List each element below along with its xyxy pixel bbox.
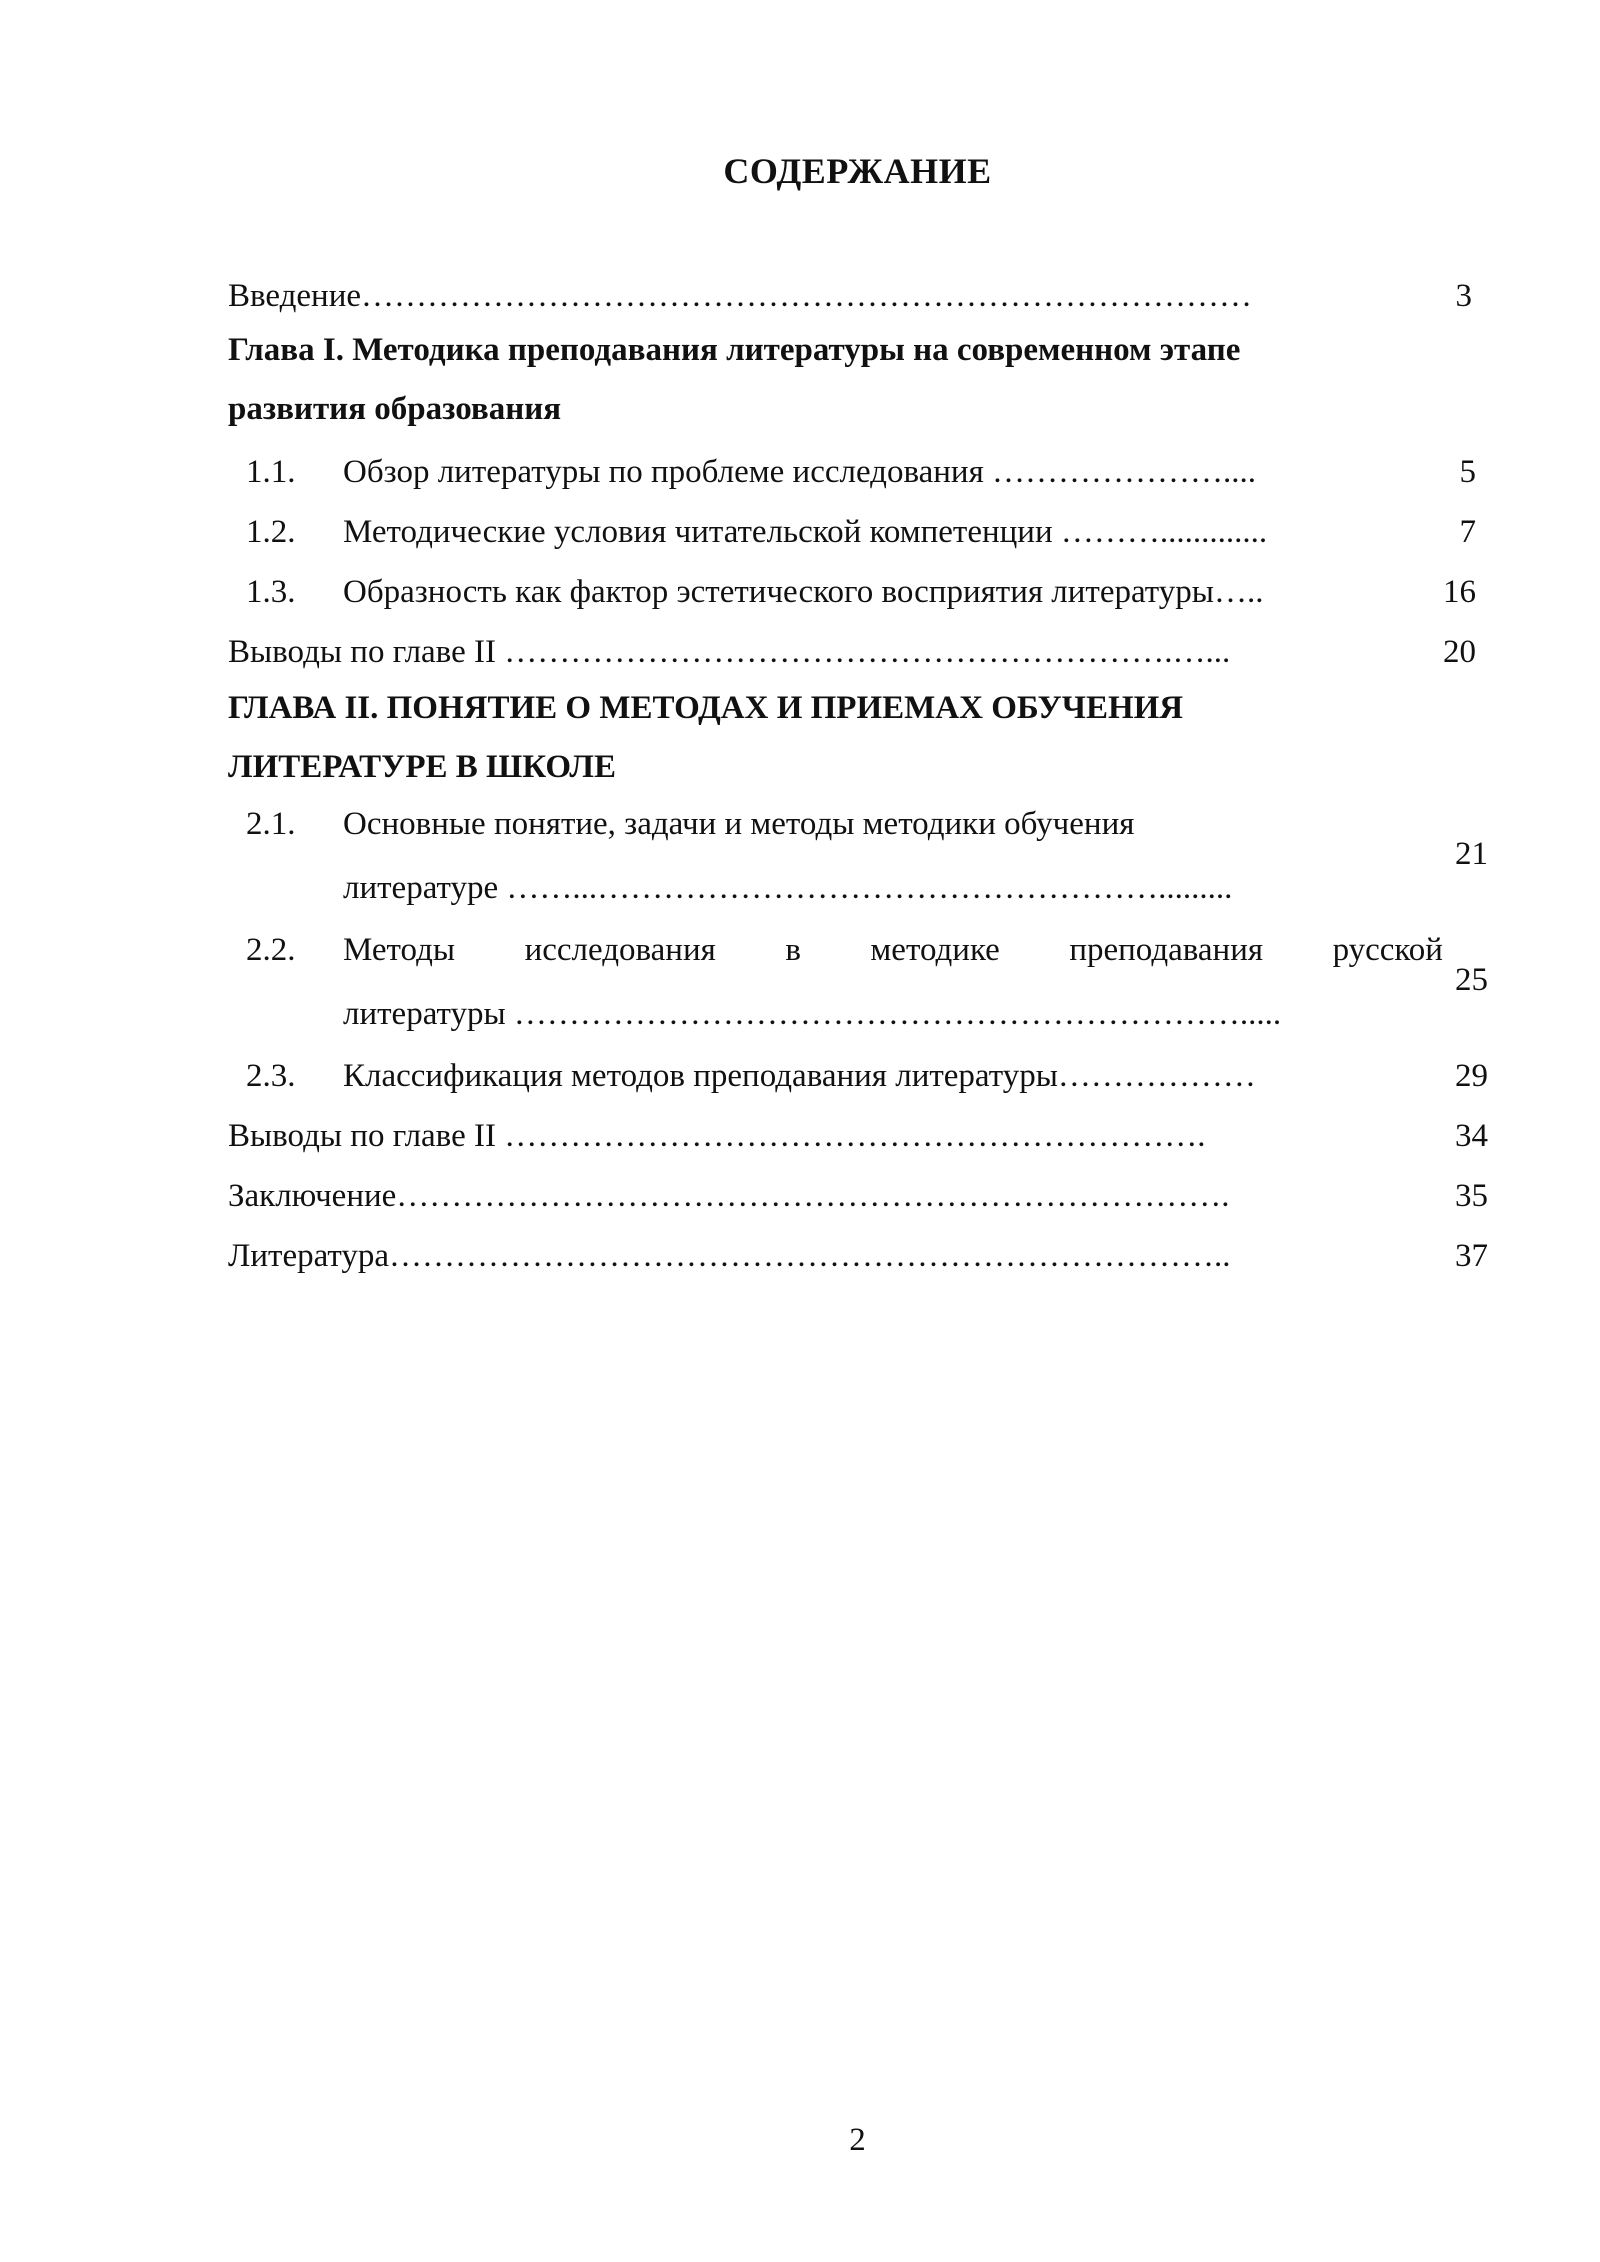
toc-entry-conclusion[interactable] (228, 1176, 1488, 1216)
toc-entry-label: Обзор литературы по проблеме исследования ………………….... (343, 454, 1257, 490)
toc-page-number: 20 (1443, 634, 1476, 670)
toc-entry-section-1-3[interactable] (228, 572, 1488, 612)
page-title: СОДЕРЖАНИЕ (723, 151, 992, 191)
page-number: 2 (849, 2122, 866, 2158)
label-word: русской (1332, 932, 1443, 968)
toc-entry-label: Заключение…………………………………………………………………. (228, 1178, 1230, 1214)
label-word: исследования (524, 932, 716, 968)
toc-page-number: 3 (1455, 278, 1472, 314)
chapter-heading-line: Глава I. Методика преподавания литературы на современном этапе (228, 332, 1241, 368)
toc-entry-conclusions-chapter-1[interactable] (228, 632, 1488, 672)
toc-page-number: 35 (1455, 1178, 1488, 1214)
section-number: 1.3. (246, 574, 296, 610)
toc-page-number: 37 (1455, 1238, 1488, 1274)
toc-entry-label-continued: литературе ……...……………………………………………......... (343, 870, 1233, 906)
chapter-heading-line: ГЛАВА II. ПОНЯТИЕ О МЕТОДАХ И ПРИЕМАХ ОБУЧЕНИЯ (228, 690, 1184, 726)
label-word: преподавания (1069, 932, 1264, 968)
toc-chapter-2-heading[interactable] (228, 676, 1488, 800)
toc-page-number: 25 (1455, 962, 1488, 998)
toc-entry-label: Введение……………………………………………………………………… (228, 278, 1253, 314)
toc-chapter-1-heading[interactable] (228, 318, 1488, 442)
toc-entry-section-2-2[interactable] (228, 930, 1488, 1034)
toc-entry-section-2-1[interactable] (228, 804, 1488, 908)
section-number: 2.3. (246, 1058, 296, 1094)
toc-page-number: 7 (1459, 514, 1476, 550)
toc-entry-label: Методические условия читательской компетенции ………............. (343, 514, 1268, 550)
toc-entry-label: Литература………………………………………………………………….. (228, 1238, 1231, 1274)
toc-entry-literature[interactable] (228, 1236, 1488, 1276)
section-number: 2.1. (246, 806, 296, 842)
toc-entry-introduction[interactable] (228, 276, 1488, 316)
toc-page-number: 29 (1455, 1058, 1488, 1094)
label-word: методике (870, 932, 1000, 968)
toc-entry-section-1-2[interactable] (228, 512, 1488, 552)
toc-entry-label: Образность как фактор эстетического восприятия литературы….. (343, 574, 1264, 610)
section-number: 2.2. (246, 932, 296, 968)
toc-page-number: 34 (1455, 1118, 1488, 1154)
toc-entry-label: Основные понятие, задачи и методы методики обучения (343, 806, 1135, 842)
toc-entry-section-2-3[interactable] (228, 1056, 1488, 1096)
label-word: в (785, 932, 801, 968)
toc-entry-label: Выводы по главе II ………………………………………………………. (228, 1118, 1206, 1154)
section-number: 1.1. (246, 454, 296, 490)
toc-page-number: 21 (1455, 836, 1488, 872)
chapter-heading-line: ЛИТЕРАТУРЕ В ШКОЛЕ (228, 749, 617, 785)
toc-page-number: 16 (1443, 574, 1476, 610)
toc-entry-conclusions-chapter-2[interactable] (228, 1116, 1488, 1156)
toc-entry-label: Выводы по главе II …………………………………………………….…... (228, 634, 1231, 670)
toc-entry-section-1-1[interactable] (228, 452, 1488, 492)
toc-entry-label (343, 930, 1443, 970)
label-word: Методы (343, 932, 456, 968)
table-of-contents (228, 276, 1488, 1276)
toc-entry-label-continued: литературы …………………………………………………………..... (343, 996, 1282, 1032)
toc-entry-label: Классификация методов преподавания литературы……………… (343, 1058, 1256, 1094)
toc-page-number: 5 (1459, 454, 1476, 490)
chapter-heading-line: развития образования (228, 391, 562, 427)
section-number: 1.2. (246, 514, 296, 550)
